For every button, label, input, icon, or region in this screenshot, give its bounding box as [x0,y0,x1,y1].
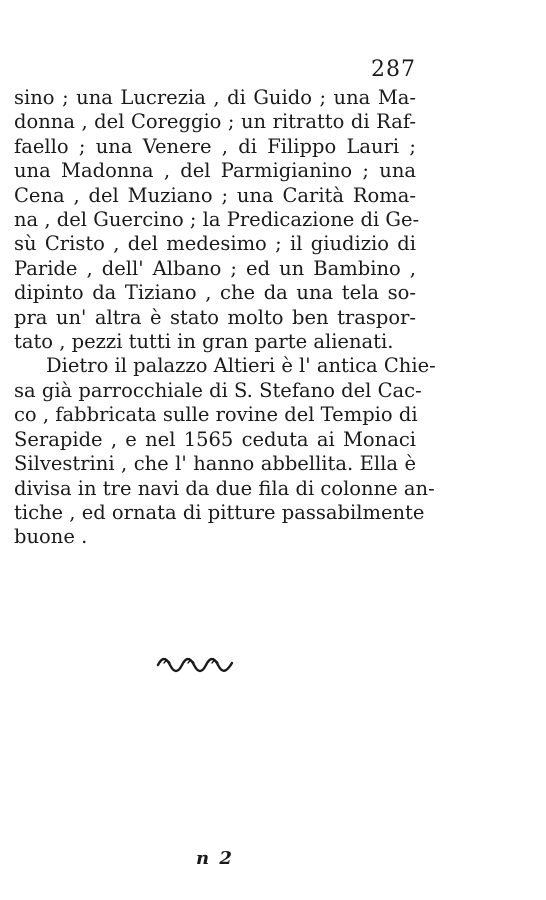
text-line: Paride , dell' Albano ; ed un Bambino , [14,256,416,280]
text-line: pra un' altra è stato molto ben traspor- [14,305,416,329]
text-line: sino ; una Lucrezia , di Guido ; una Ma- [14,86,416,109]
text-line: na , del Guercino ; la Predicazione di Ge- [14,208,420,232]
text-line: faello ; una Venere , di Filippo Lauri ; [14,134,416,158]
printer-signature: n 2 [196,848,234,869]
text-line: divisa in tre navi da due fila di colonne an- [14,476,435,500]
text-line: Cena , del Muziano ; una Carità Roma- [14,183,416,207]
text-line: donna , del Coreggio ; un ritratto di Raf- [14,110,416,134]
text-line: co , fabbricata sulle rovine del Tempio di [14,403,418,427]
body-text [14,86,436,550]
text-line: buone . [14,525,88,549]
text-line: una Madonna , del Parmigianino ; una [14,159,416,183]
text-line: sù Cristo , del medesimo ; il giudizio di [14,232,416,256]
text-line: Serapide , e nel 1565 ceduta ai Monaci [14,427,416,451]
wave-ornament-icon [156,653,234,675]
text-line: sa già parrocchiale di S. Stefano del Cac- [14,378,422,402]
paragraph-start-line: Dietro il palazzo Altieri è l' antica Chie- [46,354,436,378]
page-number: 287 [371,57,416,82]
text-line: tato , pezzi tutti in gran parte alienati. [14,330,394,354]
text-line: dipinto da Tiziano , che da una tela so- [14,281,416,305]
text-line: tiche , ed ornata di pitture passabilmente [14,500,425,524]
text-line: Silvestrini , che l' hanno abbellita. Ella è [14,452,416,476]
